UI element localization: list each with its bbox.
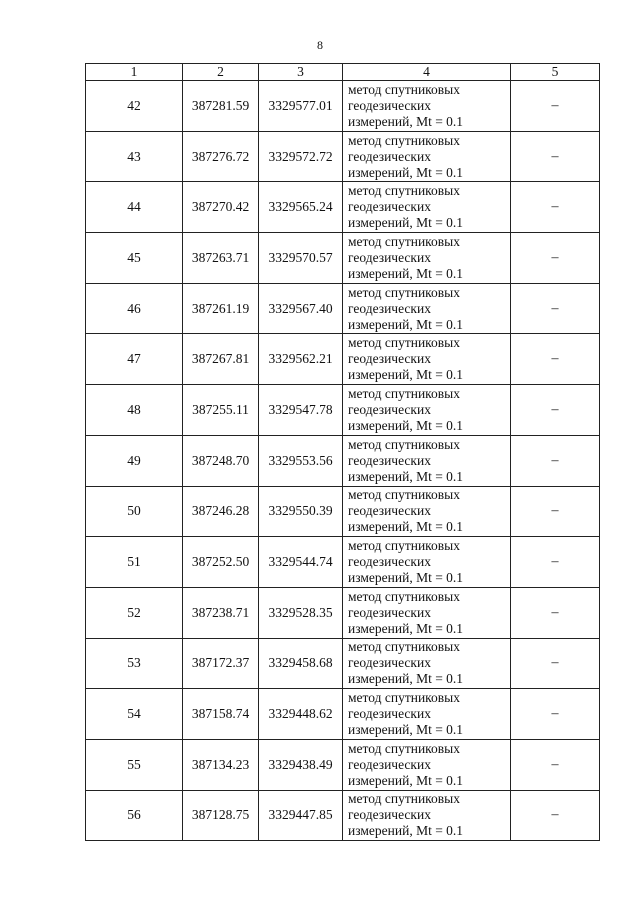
method-line-3: измерений, Mt = 0.1 — [348, 215, 464, 231]
coordinate-x: 387263.71 — [183, 233, 259, 284]
method-line-2: геодезических — [348, 807, 431, 823]
method-line-1: метод спутниковых — [348, 183, 460, 199]
method-cell — [343, 283, 511, 334]
method-line-2: геодезических — [348, 452, 431, 468]
point-number: 43 — [86, 131, 183, 182]
column-5-value: – — [511, 334, 600, 385]
table-row — [86, 638, 600, 689]
coordinate-y: 3329567.40 — [259, 283, 343, 334]
method-line-3: измерений, Mt = 0.1 — [348, 823, 464, 839]
method-line-3: измерений, Mt = 0.1 — [348, 113, 464, 129]
method-line-3: измерений, Mt = 0.1 — [348, 722, 464, 738]
column-header-5: 5 — [511, 64, 600, 81]
coordinate-y: 3329547.78 — [259, 385, 343, 436]
method-line-1: метод спутниковых — [348, 639, 460, 655]
coordinate-y: 3329577.01 — [259, 81, 343, 132]
coordinate-x: 387128.75 — [183, 790, 259, 841]
coordinate-y: 3329447.85 — [259, 790, 343, 841]
method-line-2: геодезических — [348, 503, 431, 519]
table-row — [86, 739, 600, 790]
coordinate-x: 387261.19 — [183, 283, 259, 334]
table-row — [86, 283, 600, 334]
point-number: 44 — [86, 182, 183, 233]
method-cell — [343, 81, 511, 132]
column-5-value: – — [511, 486, 600, 537]
method-line-1: метод спутниковых — [348, 81, 460, 97]
method-line-3: измерений, Mt = 0.1 — [348, 671, 464, 687]
coordinate-x: 387248.70 — [183, 435, 259, 486]
method-cell — [343, 182, 511, 233]
coordinate-x: 387281.59 — [183, 81, 259, 132]
coordinate-x: 387172.37 — [183, 638, 259, 689]
method-line-3: измерений, Mt = 0.1 — [348, 164, 464, 180]
coordinate-y: 3329528.35 — [259, 587, 343, 638]
column-header-4: 4 — [343, 64, 511, 81]
table-row — [86, 689, 600, 740]
method-cell — [343, 537, 511, 588]
coordinate-y: 3329448.62 — [259, 689, 343, 740]
coordinate-y: 3329458.68 — [259, 638, 343, 689]
method-line-3: измерений, Mt = 0.1 — [348, 519, 464, 535]
coordinate-x: 387238.71 — [183, 587, 259, 638]
method-cell — [343, 587, 511, 638]
table-row — [86, 334, 600, 385]
table-header-row — [86, 64, 600, 81]
table-row — [86, 131, 600, 182]
method-line-3: измерений, Mt = 0.1 — [348, 570, 464, 586]
point-number: 42 — [86, 81, 183, 132]
method-line-2: геодезических — [348, 351, 431, 367]
point-number: 56 — [86, 790, 183, 841]
method-line-2: геодезических — [348, 655, 431, 671]
point-number: 45 — [86, 233, 183, 284]
column-header-3: 3 — [259, 64, 343, 81]
table-row — [86, 537, 600, 588]
method-line-1: метод спутниковых — [348, 690, 460, 706]
method-cell — [343, 689, 511, 740]
method-line-1: метод спутниковых — [348, 487, 460, 503]
method-line-1: метод спутниковых — [348, 284, 460, 300]
table-row — [86, 81, 600, 132]
method-line-1: метод спутниковых — [348, 538, 460, 554]
method-cell — [343, 790, 511, 841]
column-5-value: – — [511, 233, 600, 284]
point-number: 55 — [86, 739, 183, 790]
column-5-value: – — [511, 739, 600, 790]
method-line-2: геодезических — [348, 706, 431, 722]
method-cell — [343, 739, 511, 790]
method-line-3: измерений, Mt = 0.1 — [348, 316, 464, 332]
method-line-2: геодезических — [348, 249, 431, 265]
method-line-1: метод спутниковых — [348, 385, 460, 401]
method-line-2: геодезических — [348, 300, 431, 316]
method-cell — [343, 486, 511, 537]
method-line-3: измерений, Mt = 0.1 — [348, 468, 464, 484]
method-cell — [343, 385, 511, 436]
method-line-2: геодезических — [348, 604, 431, 620]
coordinate-y: 3329550.39 — [259, 486, 343, 537]
column-5-value: – — [511, 283, 600, 334]
coordinate-x: 387252.50 — [183, 537, 259, 588]
table-row — [86, 486, 600, 537]
column-5-value: – — [511, 385, 600, 436]
coordinate-y: 3329553.56 — [259, 435, 343, 486]
table-row — [86, 435, 600, 486]
point-number: 46 — [86, 283, 183, 334]
coordinate-y: 3329438.49 — [259, 739, 343, 790]
coordinate-y: 3329565.24 — [259, 182, 343, 233]
column-5-value: – — [511, 537, 600, 588]
method-cell — [343, 233, 511, 284]
point-number: 53 — [86, 638, 183, 689]
column-5-value: – — [511, 435, 600, 486]
column-5-value: – — [511, 131, 600, 182]
method-cell — [343, 435, 511, 486]
column-5-value: – — [511, 638, 600, 689]
method-line-2: геодезических — [348, 199, 431, 215]
column-5-value: – — [511, 587, 600, 638]
point-number: 47 — [86, 334, 183, 385]
point-number: 49 — [86, 435, 183, 486]
method-line-2: геодезических — [348, 148, 431, 164]
method-line-1: метод спутниковых — [348, 335, 460, 351]
method-line-1: метод спутниковых — [348, 233, 460, 249]
point-number: 51 — [86, 537, 183, 588]
column-5-value: – — [511, 790, 600, 841]
column-5-value: – — [511, 689, 600, 740]
method-line-2: геодезических — [348, 401, 431, 417]
coordinate-x: 387270.42 — [183, 182, 259, 233]
method-line-2: геодезических — [348, 97, 431, 113]
method-line-2: геодезических — [348, 554, 431, 570]
method-line-1: метод спутниковых — [348, 740, 460, 756]
method-line-3: измерений, Mt = 0.1 — [348, 265, 464, 281]
method-line-1: метод спутниковых — [348, 132, 460, 148]
table-body — [86, 81, 600, 841]
method-line-2: геодезических — [348, 756, 431, 772]
coordinate-y: 3329544.74 — [259, 537, 343, 588]
coordinate-y: 3329570.57 — [259, 233, 343, 284]
table-row — [86, 182, 600, 233]
method-line-1: метод спутниковых — [348, 588, 460, 604]
method-line-3: измерений, Mt = 0.1 — [348, 620, 464, 636]
table-row — [86, 385, 600, 436]
coordinate-y: 3329572.72 — [259, 131, 343, 182]
point-number: 54 — [86, 689, 183, 740]
coordinate-x: 387255.11 — [183, 385, 259, 436]
coordinate-x: 387134.23 — [183, 739, 259, 790]
method-line-1: метод спутниковых — [348, 791, 460, 807]
coordinate-x: 387276.72 — [183, 131, 259, 182]
method-line-3: измерений, Mt = 0.1 — [348, 367, 464, 383]
method-cell — [343, 131, 511, 182]
method-cell — [343, 334, 511, 385]
coordinate-x: 387158.74 — [183, 689, 259, 740]
point-number: 52 — [86, 587, 183, 638]
point-number: 50 — [86, 486, 183, 537]
column-5-value: – — [511, 81, 600, 132]
method-cell — [343, 638, 511, 689]
coordinate-x: 387267.81 — [183, 334, 259, 385]
coordinate-x: 387246.28 — [183, 486, 259, 537]
table-row — [86, 790, 600, 841]
column-header-1: 1 — [86, 64, 183, 81]
column-5-value: – — [511, 182, 600, 233]
method-line-1: метод спутниковых — [348, 436, 460, 452]
column-header-2: 2 — [183, 64, 259, 81]
page-number: 8 — [317, 38, 323, 52]
coordinates-table — [85, 63, 600, 841]
method-line-3: измерений, Mt = 0.1 — [348, 772, 464, 788]
point-number: 48 — [86, 385, 183, 436]
table-row — [86, 587, 600, 638]
table-row — [86, 233, 600, 284]
method-line-3: измерений, Mt = 0.1 — [348, 417, 464, 433]
coordinate-y: 3329562.21 — [259, 334, 343, 385]
